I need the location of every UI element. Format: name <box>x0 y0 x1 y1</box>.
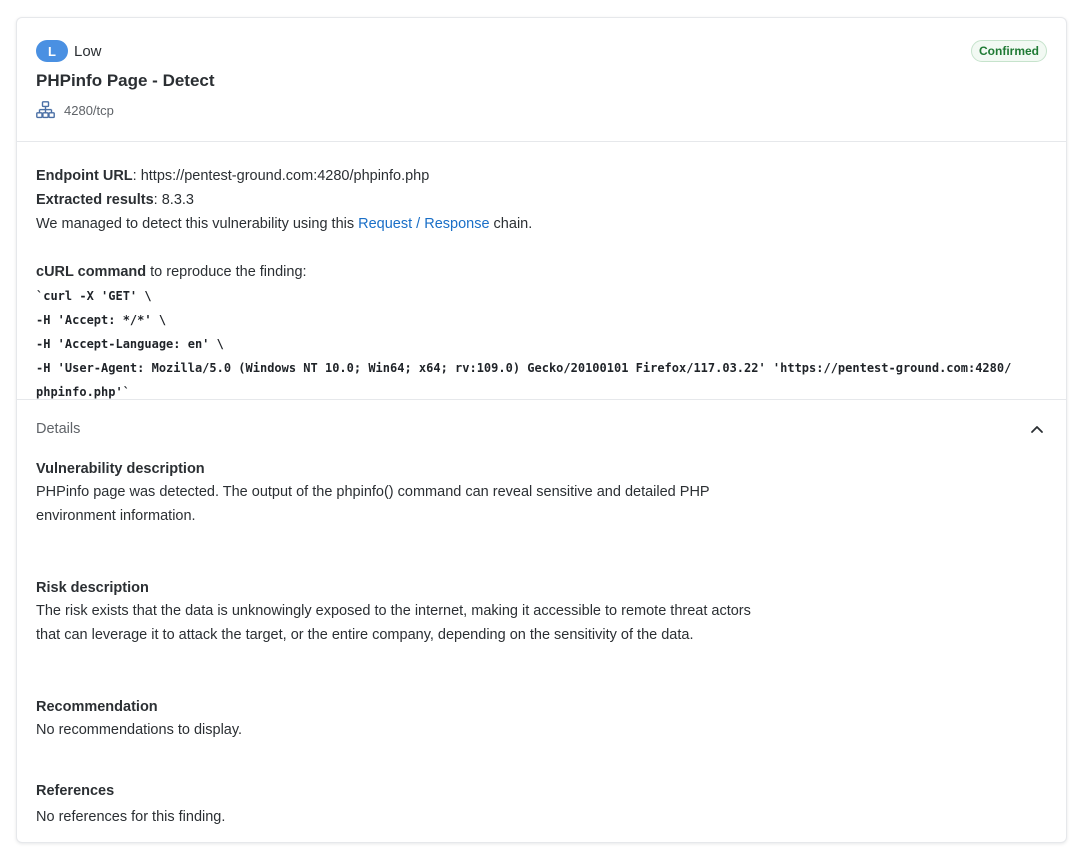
recommendation-title: Recommendation <box>36 699 158 715</box>
finding-title: PHPinfo Page - Detect <box>36 71 215 90</box>
curl-code-line: -H 'Accept: */*' \ <box>36 313 167 327</box>
endpoint-line <box>36 164 1047 188</box>
endpoint-label: Endpoint URL <box>36 168 133 184</box>
endpoint-value: : https://pentest-ground.com:4280/phpinfo.php <box>132 168 430 184</box>
extracted-label: Extracted results <box>36 192 154 208</box>
vulnerability-description-text: PHPinfo page was detected. The output of the phpinfo() command can reveal sensitive and detailed PHP <box>36 484 710 500</box>
recommendation <box>36 696 1047 742</box>
severity-row <box>36 40 102 62</box>
extracted-value: : 8.3.3 <box>153 192 194 208</box>
curl-line <box>36 260 1047 284</box>
risk-description-title: Risk description <box>36 580 149 596</box>
vulnerability-description <box>36 458 1047 528</box>
chain-line <box>36 212 1047 236</box>
risk-description-text: that can leverage it to attack the target, or the entire company, depending on the sensitivity of the data. <box>36 627 694 643</box>
network-icon <box>36 101 55 119</box>
chain-suffix: chain. <box>489 216 533 232</box>
curl-code-line: -H 'Accept-Language: en' \ <box>36 337 224 351</box>
curl-code-line: -H 'User-Agent: Mozilla/5.0 (Windows NT 10.0; Win64; x64; rv:109.0) Gecko/20100101 Firefox/117.03.22' 'https://pentest-ground.com:4280/ <box>36 361 1012 375</box>
chain-prefix: We managed to detect this vulnerability using this <box>36 216 359 232</box>
references <box>36 780 1047 829</box>
details-title: Details <box>36 421 81 437</box>
recommendation-text: No recommendations to display. <box>36 722 243 738</box>
risk-description-text: The risk exists that the data is unknowingly exposed to the internet, making it accessible to remote threat actors <box>36 603 751 619</box>
curl-code-line: `curl -X 'GET' \ <box>36 289 152 303</box>
severity-badge: L <box>36 40 68 62</box>
port-row <box>36 101 114 119</box>
request-response-link[interactable]: Request / Response <box>358 216 490 232</box>
status-badge: Confirmed <box>971 40 1047 62</box>
vulnerability-description-text: environment information. <box>36 508 196 524</box>
curl-code-line: phpinfo.php'` <box>36 385 130 399</box>
references-link[interactable]: No references for this finding. <box>36 809 226 825</box>
risk-description <box>36 577 1047 647</box>
details-section <box>17 400 1066 829</box>
details-toggle[interactable] <box>36 400 1047 458</box>
chevron-up-icon[interactable] <box>1029 421 1045 437</box>
extracted-line <box>36 188 1047 212</box>
references-title: References <box>36 783 115 799</box>
finding-header <box>17 18 1066 142</box>
evidence-section <box>17 142 1066 400</box>
vulnerability-description-title: Vulnerability description <box>36 461 205 477</box>
curl-suffix: to reproduce the finding: <box>146 264 307 280</box>
severity-label: Low <box>74 42 102 60</box>
curl-label: cURL command <box>36 264 147 280</box>
finding-card <box>16 17 1067 843</box>
port-label: 4280/tcp <box>64 102 114 118</box>
